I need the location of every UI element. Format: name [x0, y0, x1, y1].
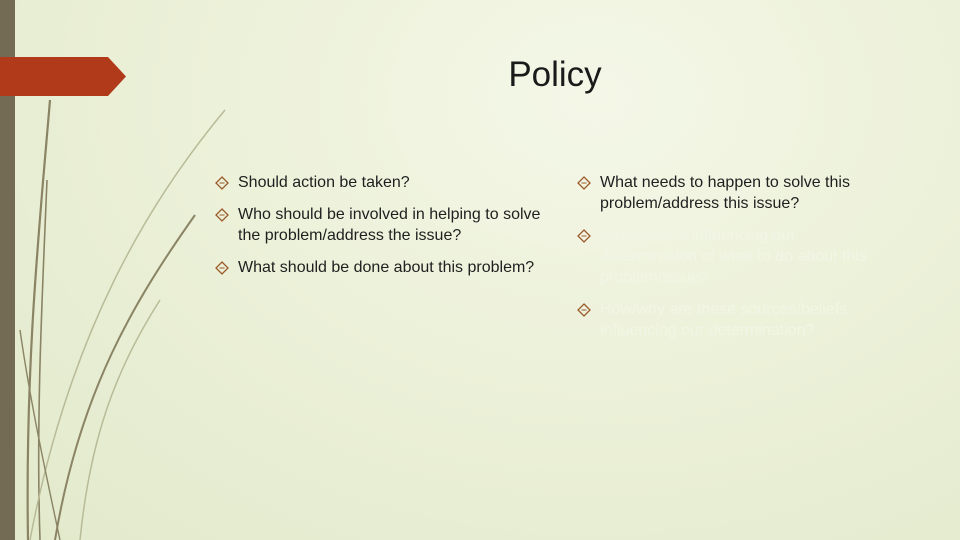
diamond-outline-icon — [577, 176, 591, 190]
diamond-outline-icon — [577, 303, 591, 317]
list-item-text: What needs to happen to solve this problem/address this issue? — [600, 174, 850, 212]
accent-arrow-icon — [0, 57, 126, 96]
list-item — [215, 172, 550, 193]
list-item-text: Who/what is influencing our determination of what to do about this problem/issue? — [600, 227, 867, 286]
list-item — [577, 225, 897, 288]
list-item — [577, 299, 897, 341]
left-bullet-list — [215, 172, 550, 289]
list-item — [215, 257, 550, 278]
list-item-text: How/why are these sources/beliefs influencing our determination? — [600, 301, 848, 339]
slide-title: Policy — [508, 55, 602, 94]
diamond-outline-icon — [215, 261, 229, 275]
diamond-outline-icon — [215, 176, 229, 190]
list-item — [215, 204, 550, 246]
list-item-text: What should be done about this problem? — [238, 259, 535, 276]
list-item-text: Who should be involved in helping to solve the problem/address the issue? — [238, 206, 541, 244]
diamond-outline-icon — [577, 229, 591, 243]
list-item — [577, 172, 897, 214]
list-item-text: Should action be taken? — [238, 174, 410, 191]
right-bullet-list — [577, 172, 897, 352]
diamond-outline-icon — [215, 208, 229, 222]
